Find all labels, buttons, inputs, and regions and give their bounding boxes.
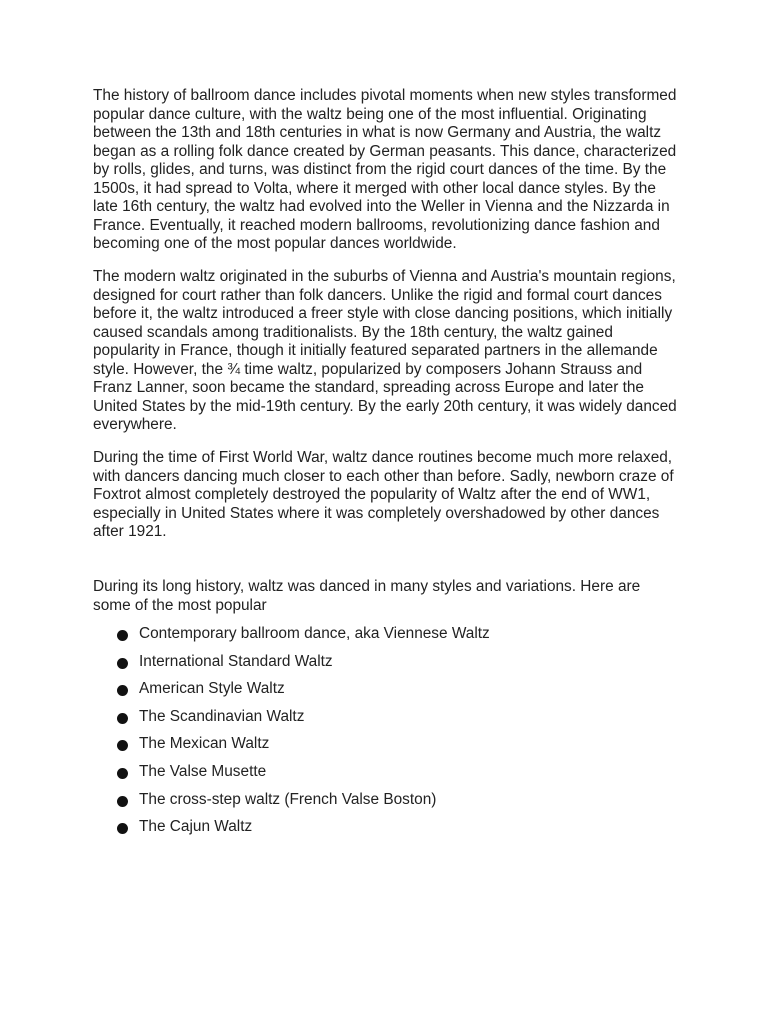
bullet-icon: [117, 713, 128, 724]
paragraph-world-war: During the time of First World War, waltz dance routines become much more relaxed, with dancers dancing much closer to each other than before. Sadly, newborn craze of Foxtrot almost completely destroyed the popularity of Waltz after the end of WW1, especially in United States where it was completely overshadowed by other dances after 1921.: [93, 449, 674, 540]
blank-line: [93, 556, 678, 578]
list-item-label: The cross-step waltz (French Valse Boston): [139, 790, 437, 808]
list-item-label: Contemporary ballroom dance, aka Viennese Waltz: [139, 625, 490, 642]
list-item: [93, 818, 678, 846]
list-item: [93, 680, 678, 708]
list-item: [93, 791, 678, 819]
list-item-label: American Style Waltz: [139, 680, 285, 698]
list-item: [93, 653, 678, 681]
list-item-label: The Cajun Waltz: [139, 818, 253, 836]
list-item-label: The Scandinavian Waltz: [139, 707, 305, 725]
paragraph-history: The history of ballroom dance includes pivotal moments when new styles transformed popular dance culture, with the waltz being one of the most influential. Originating between the 13th and 18th centuries in what is now Germany and Austria, the waltz began as a rolling folk dance created by German peasants. This dance, characterized by rolls, glides, and turns, was distinct from the rigid court dances of the time. By the 1500s, it had spread to Volta, where it merged with other local dance styles. By the late 16th century, the waltz had evolved into the Weller in Vienna and the Nizzarda in France. Eventually, it reached modern ballrooms, revolutionizing dance fashion and becoming one of the most popular dances worldwide.: [93, 87, 677, 252]
bullet-icon: [117, 823, 128, 834]
paragraph-modern-waltz: The modern waltz originated in the suburbs of Vienna and Austria's mountain regions, designed for court rather than folk dancers. Unlike the rigid and formal court dances before it, the waltz introduced a freer style with close dancing positions, which initially caused scandals among traditionalists. By the 18th century, the waltz gained popularity in France, though it initially featured separated partners in the allemande style. However, the ¾ time waltz, popularized by composers Johann Strauss and Franz Lanner, soon became the standard, spreading across Europe and later the United States by the mid-19th century. By the early 20th century, it was widely danced everywhere.: [93, 268, 677, 433]
bullet-icon: [117, 685, 128, 696]
waltz-styles-list: [93, 625, 678, 846]
list-item-label: The Valse Musette: [139, 762, 267, 780]
list-item: [93, 763, 678, 791]
bullet-icon: [117, 796, 128, 807]
list-item: [93, 708, 678, 736]
list-intro: During its long history, waltz was danced in many styles and variations. Here are some of the most popular: [93, 578, 641, 614]
list-item-label: International Standard Waltz: [139, 652, 333, 670]
document-body: [93, 87, 678, 846]
bullet-icon: [117, 630, 128, 641]
list-item: [93, 735, 678, 763]
list-item-label: The Mexican Waltz: [139, 735, 270, 753]
bullet-icon: [117, 740, 128, 751]
bullet-icon: [117, 768, 128, 779]
list-item: [93, 625, 678, 653]
bullet-icon: [117, 658, 128, 669]
